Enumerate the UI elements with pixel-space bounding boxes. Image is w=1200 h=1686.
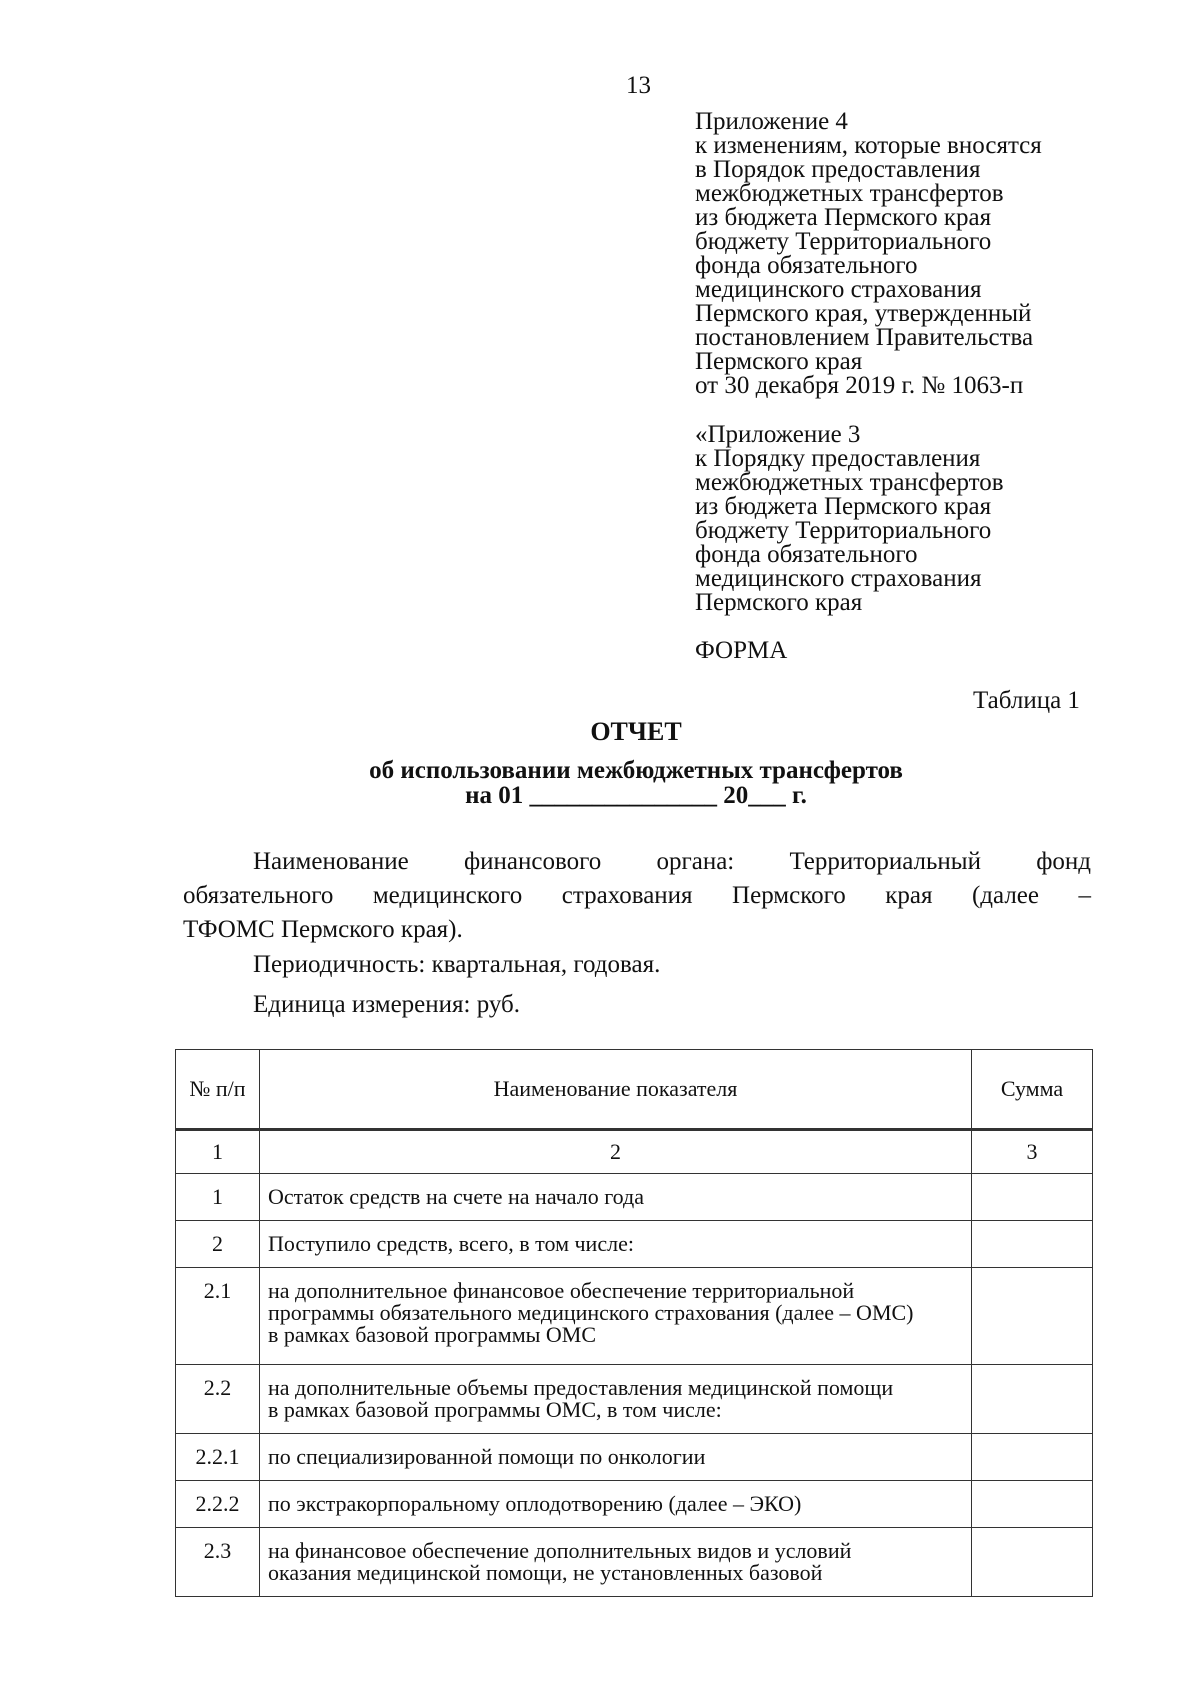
row-name-line: по экстракорпоральному оплодотворению (далее – ЭКО) [268,1491,802,1516]
table-row [176,1434,1093,1481]
intro-line: Наименование финансового органа: Территориальный фонд [253,848,1091,875]
row-num: 2.2.1 [176,1434,260,1481]
row-sum-cell[interactable] [972,1221,1093,1268]
annex-3-line: к Порядку предоставления [695,445,981,472]
row-name-line: на дополнительные объемы предоставления медицинской помощи [268,1375,894,1400]
column-number: 3 [972,1130,1093,1174]
row-sum-cell[interactable] [972,1174,1093,1221]
annex-4-line: межбюджетных трансфертов [695,180,1004,207]
row-num: 2.3 [176,1528,260,1597]
row-name [260,1268,972,1365]
periodicity-text: Периодичность: квартальная, годовая. [253,951,661,978]
annex-4-line: постановлением Правительства [695,324,1034,351]
annex-3-line: медицинского страхования [695,565,982,592]
row-name-line: в рамках базовой программы ОМС [268,1322,597,1347]
row-num: 1 [176,1174,260,1221]
column-number-row [176,1130,1093,1174]
annex-4-line: Пермского края [695,348,863,375]
table-row [176,1221,1093,1268]
header-sum: Сумма [972,1050,1093,1130]
annex-4-line: от 30 декабря 2019 г. № 1063-п [695,372,1024,399]
row-name-line: Остаток средств на счете на начало года [268,1184,645,1209]
annex-4-line: медицинского страхования [695,276,982,303]
report-date-line: на 01 _______________ 20___ г. [465,782,807,809]
table-row [176,1174,1093,1221]
row-name-line: на дополнительное финансовое обеспечение территориальной [268,1278,855,1303]
annex-4-line: Пермского края, утвержденный [695,300,1032,327]
column-number: 2 [260,1130,972,1174]
row-num: 2.2 [176,1365,260,1434]
row-sum-cell[interactable] [972,1365,1093,1434]
annex-4-line: к изменениям, которые вносятся [695,132,1042,159]
row-name-line: оказания медицинской помощи, не установленных базовой [268,1560,823,1585]
form-label: ФОРМА [695,637,788,664]
row-num: 2 [176,1221,260,1268]
report-title: ОТЧЕТ [590,717,682,746]
annex-3-line: Пермского края [695,589,863,616]
column-number: 1 [176,1130,260,1174]
row-sum-cell[interactable] [972,1481,1093,1528]
annex-4-line: фонда обязательного [695,252,918,279]
row-sum-cell[interactable] [972,1268,1093,1365]
header-name: Наименование показателя [260,1050,972,1130]
annex-3-line: бюджету Территориального [695,517,992,544]
row-sum-cell[interactable] [972,1434,1093,1481]
report-subtitle [0,758,1200,808]
unit-text: Единица измерения: руб. [253,991,521,1018]
report-table [175,1049,1093,1597]
row-sum-cell[interactable] [972,1528,1093,1597]
annex-4-line: бюджету Территориального [695,228,992,255]
annex-3-header [695,423,1004,615]
row-name-line: программы обязательного медицинского страхования (далее – ОМС) [268,1300,914,1325]
row-name [260,1481,972,1528]
table-row [176,1268,1093,1365]
table-row [176,1528,1093,1597]
row-num: 2.2.2 [176,1481,260,1528]
row-name [260,1528,972,1597]
table-row [176,1365,1093,1434]
annex-4-line: из бюджета Пермского края [695,204,992,231]
annex-4-line: Приложение 4 [695,108,848,135]
row-name [260,1221,972,1268]
intro-line: ТФОМС Пермского края). [183,916,463,943]
annex-4-line: в Порядок предоставления [695,156,981,183]
subtitle-line: об использовании межбюджетных трансфертов [369,757,903,784]
annex-4-header [695,110,1042,398]
row-name [260,1174,972,1221]
row-name-line: на финансовое обеспечение дополнительных видов и условий [268,1538,852,1563]
table-header-row [176,1050,1093,1130]
row-name-line: в рамках базовой программы ОМС, в том числе: [268,1397,722,1422]
intro-line: обязательного медицинского страхования Пермского края (далее – [183,882,1091,909]
row-num: 2.1 [176,1268,260,1365]
annex-3-line: фонда обязательного [695,541,918,568]
page-number: 13 [626,72,651,99]
annex-3-line: межбюджетных трансфертов [695,469,1004,496]
annex-3-line: из бюджета Пермского края [695,493,992,520]
row-name-line: Поступило средств, всего, в том числе: [268,1231,634,1256]
annex-3-line: «Приложение 3 [695,421,861,448]
table-label: Таблица 1 [973,687,1080,714]
row-name [260,1434,972,1481]
table-row [176,1481,1093,1528]
header-num: № п/п [176,1050,260,1130]
row-name [260,1365,972,1434]
intro-paragraph [183,845,1091,947]
row-name-line: по специализированной помощи по онкологии [268,1444,706,1469]
